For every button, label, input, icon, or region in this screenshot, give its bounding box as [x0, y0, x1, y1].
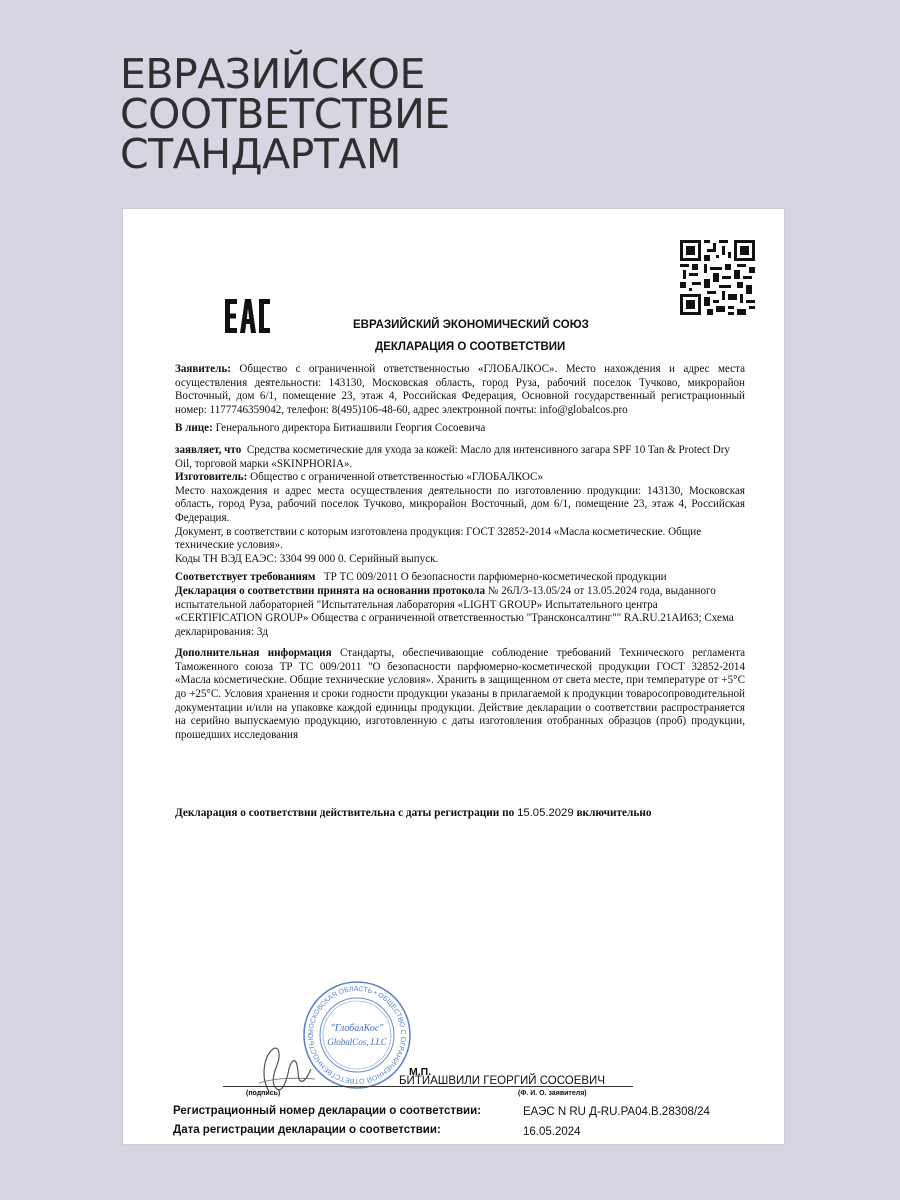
eac-logo	[223, 295, 273, 337]
signature-caption: (подпись)	[246, 1090, 281, 1097]
reg-date-label: Дата регистрации декларации о соответствии:	[173, 1124, 441, 1136]
mp-label: М.П.	[409, 1066, 432, 1078]
requirements-label: Соответствует требованиям	[175, 571, 316, 584]
page-headline	[120, 50, 450, 178]
declaration-title: ДЕКЛАРАЦИЯ О СООТВЕТСТВИИ	[375, 341, 566, 353]
manufacturer-text: Общество с ограниченной ответственностью «ГЛОБАЛКОС»	[250, 471, 544, 484]
fio-caption: (Ф. И. О. заявителя)	[518, 1090, 587, 1097]
applicant-text: Общество с ограниченной ответственностью «ГЛОБАЛКОС». Место нахождения и адрес места осуществления деятельности: 143130, Московская область, город Руза, рабочий поселок Тучково, микрорайон Восточный, дом 6/1, помещение 23, этаж 4, Российская Федерация, Основной государственный регистрационный номер: 1177746359042, телефон: 8(495)106-48-60, адрес электронной почты: info@globalcos.pro	[175, 363, 745, 416]
standard-document: Документ, в соответствии с которым изготовлена продукция: ГОСТ 32852-2014 «Масла косметические. Общие технические условия».	[175, 525, 702, 552]
headline-line-1: ЕВРАЗИЙСКОЕ	[120, 50, 425, 98]
declares-paragraph	[175, 444, 745, 471]
qr-code[interactable]	[680, 240, 755, 315]
applicant-paragraph	[175, 363, 745, 417]
declares-text: Средства косметические для ухода за кожей: Масло для интенсивного загара SPF 10 Tan & Protect Dry Oil, торговой марки «SKINPHORIA».	[175, 443, 730, 470]
reg-date: 16.05.2024	[523, 1126, 581, 1138]
manufacturer-label: Изготовитель:	[175, 471, 248, 484]
seal-company-lat: GlobalCos, LLC	[327, 1037, 387, 1047]
declaration-body	[175, 363, 745, 742]
manufacturer-address: Место нахождения и адрес места осуществления деятельности по изготовлению продукции: 143130, Московская область, город Руза, рабочий поселок Тучково, микрорайон Восточный, дом 6/1, помещение 23, этаж 4, Российская Федерация.	[175, 484, 745, 524]
person-label: В лице:	[175, 422, 213, 435]
additional-paragraph	[175, 647, 745, 742]
person-paragraph	[175, 422, 745, 436]
additional-label: Дополнительная информация	[175, 647, 332, 660]
declares-label: заявляет, что	[175, 443, 242, 456]
validity-statement	[175, 807, 765, 819]
requirements-text: ТР ТС 009/2011 О безопасности парфюмерно-косметической продукции	[323, 571, 667, 584]
validity-suffix: включительно	[576, 807, 652, 819]
headline-line-2: СООТВЕТСТВИЕ	[120, 90, 450, 138]
signature-line	[223, 1086, 633, 1087]
declaration-document	[123, 209, 784, 1144]
headline-line-3: СТАНДАРТАМ	[120, 130, 401, 178]
union-title: ЕВРАЗИЙСКИЙ ЭКОНОМИЧЕСКИЙ СОЮЗ	[353, 319, 589, 331]
protocol-text: № 26Л/3-13.05/24 от 13.05.2024 года, выданного испытательной лабораторией "Испытательная лаборатория «LIGHT GROUP» Испытательного центра «CERTIFICATION GROUP» Общества с ограниченной ответственностью "Трансконсалтинг"" RA.RU.21АИ63; Схема декларирования: 3д	[175, 584, 734, 638]
seal-outer-text: МОСКОВСКАЯ ОБЛАСТЬ • ОБЩЕСТВО С ОГРАНИЧЕННОЙ ОТВЕТСТВЕННОСТЬЮ	[307, 985, 407, 1085]
signature	[251, 1039, 321, 1097]
manufacturer-paragraph	[175, 471, 745, 485]
person-text: Генерального директора Битиашвили Георгия Сосоевича	[215, 422, 486, 435]
reg-number: ЕАЭС N RU Д-RU.PA04.B.28308/24	[523, 1106, 710, 1118]
additional-text: Стандарты, обеспечивающие соблюдение требований Технического регламента Таможенного союза ТР ТС 009/2011 "О безопасности парфюмерно-косметической продукции ГОСТ 32852-2014 «Масла косметические. Общие технические условия». Хранить в защищенном от света месте, при температуре от +5°С до +25°С. Условия хранения и сроки годности продукции указаны в прилагаемой к продукции товаросопроводительной документации и/или на упаковке каждой единицы продукции. Действие декларации о соответствии распространяется на серийно выпускаемую продукцию, изготовленную с даты изготовления отобранных образцов (проб) продукции, прошедших исследования	[175, 647, 745, 741]
protocol-paragraph	[175, 585, 745, 639]
reg-number-label: Регистрационный номер декларации о соответствии:	[173, 1105, 482, 1117]
validity-label: Декларация о соответствии действительна с даты регистрации по	[175, 807, 515, 819]
validity-date: 15.05.2029	[517, 807, 574, 819]
protocol-label: Декларация о соответствии принята на основании протокола	[175, 584, 486, 597]
seal-company-ru: "ГлобалКос"	[330, 1023, 384, 1034]
requirements-paragraph	[175, 571, 745, 585]
tn-ved-codes: Коды ТН ВЭД ЕАЭС: 3304 99 000 0. Серийный выпуск.	[175, 552, 439, 565]
signer-name: БИТИАШВИЛИ ГЕОРГИЙ СОСОЕВИЧ	[399, 1075, 605, 1087]
applicant-label: Заявитель:	[175, 363, 231, 375]
